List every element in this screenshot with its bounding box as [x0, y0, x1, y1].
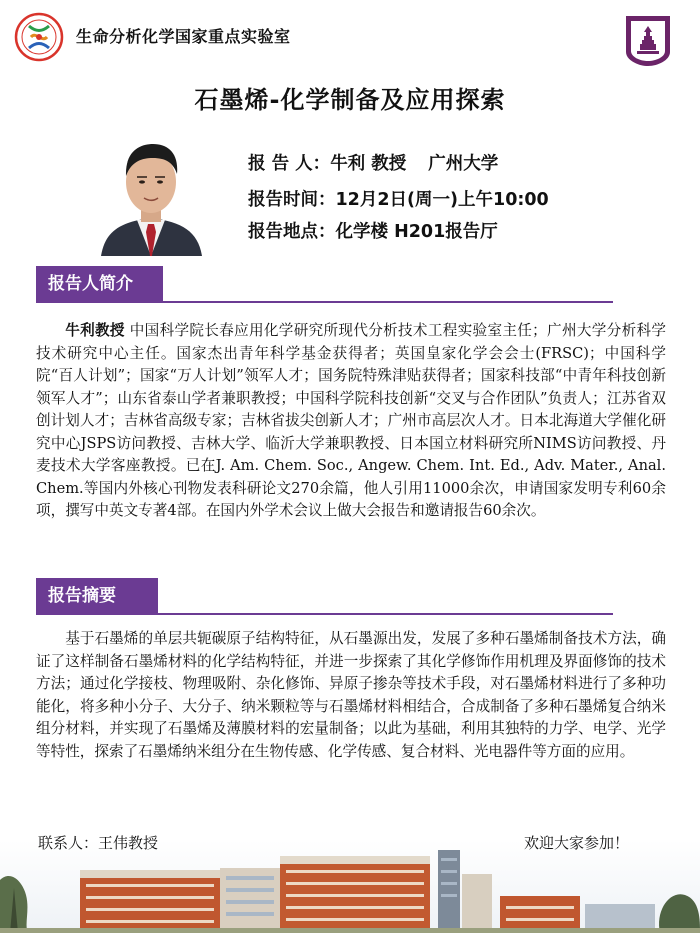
place-value: 化学楼 H201报告厅	[335, 222, 498, 242]
lab-name: 生命分析化学国家重点实验室	[76, 27, 291, 46]
abstract-section-heading: 报告摘要	[36, 578, 158, 615]
abstract-section-divider	[36, 613, 613, 615]
welcome-note: 欢迎大家参加！	[524, 834, 630, 852]
speaker-label: 报 告 人：	[248, 154, 331, 174]
contact-person: 联系人：王伟教授	[38, 834, 159, 852]
speaker-affiliation: 广州大学	[428, 154, 499, 174]
bio-section-divider	[36, 301, 613, 303]
time-value: 12月2日(周一)上午10:00	[335, 190, 549, 210]
lab-logo-icon	[14, 12, 64, 62]
bio-text: 中国科学院长春应用化学研究所现代分析技术工程实验室主任；广州大学分析科学技术研究中心主任。国家杰出青年科学基金获得者；英国皇家化学会会士(FRSC)；中国科学院“百人计划”；国家“万人计划”领军人才；国务院特殊津贴获得者；国家科技部“中青年科技创新领军人才”；山东省泰山学者兼职教授；中国科学院科技创新“交叉与合作团队”负责人；江苏省双创计划人才；吉林省高级专家；吉林省拔尖创新人才；广州市高层次人才。日本北海道大学催化研究中心JSPS访问教授、吉林大学、临沂大学兼职教授、日本国立材料研究所NIMS访问教授、丹麦技术大学客座教授。已在J. Am. Chem. Soc., Angew. Chem. Int. Ed., Adv. Mater., Anal. Chem.等国内外核心刊物发表科研论文270余篇，他人引用11000余次，申请国家发明专利60余项，撰写中英文专著4部。在国内外学术会议上做大会报告和邀请报告60余次。	[36, 322, 666, 519]
speaker-name: 牛利 教授	[330, 154, 407, 174]
speaker-bio	[36, 320, 666, 523]
time-line	[248, 186, 549, 211]
place-label: 报告地点：	[248, 222, 336, 242]
place-line	[248, 218, 498, 243]
bio-lead-name: 牛利教授	[65, 322, 125, 339]
speaker-line	[248, 150, 498, 175]
bio-section-heading: 报告人简介	[36, 266, 163, 303]
speaker-photo	[97, 132, 206, 256]
time-label: 报告时间：	[248, 190, 336, 210]
campus-buildings-image	[0, 840, 700, 933]
talk-abstract: 基于石墨烯的单层共轭碳原子结构特征，从石墨源出发，发展了多种石墨烯制备技术方法，确证了这样制备石墨烯材料的化学结构特征，并进一步探索了其化学修饰作用机理及界面修饰的技术方法；通过化学接枝、物理吸附、杂化修饰、异原子掺杂等技术手段，对石墨烯材料进行了多种功能化，将多种小分子、大分子、纳米颗粒等与石墨烯材料相结合，合成制备了多种石墨烯复合纳米组分材料，并实现了石墨烯及薄膜材料的宏量制备；以此为基础，利用其独特的力学、电学、光学等特性，探索了石墨烯纳米组分在生物传感、化学传感、复合材料、光电器件等方面的应用。	[36, 630, 666, 760]
poster-title: 石墨烯-化学制备及应用探索	[194, 86, 506, 114]
nanjing-university-seal-icon	[622, 12, 674, 68]
